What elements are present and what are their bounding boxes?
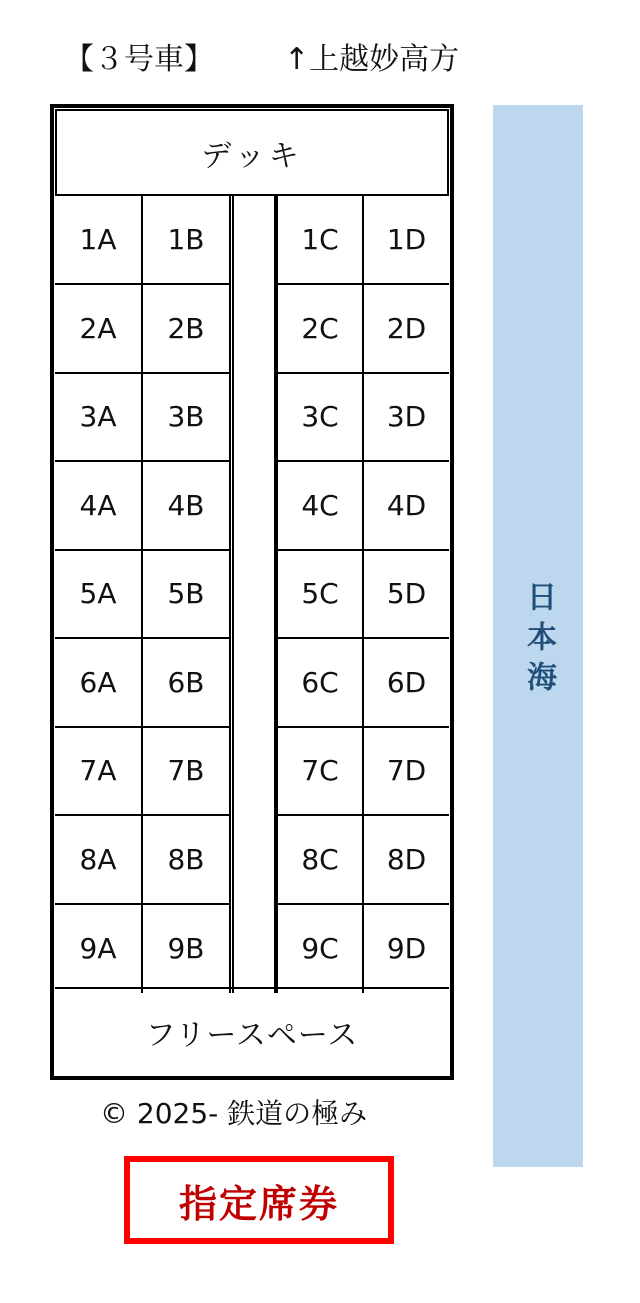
deck-area: デッキ bbox=[55, 109, 449, 196]
seat-2b[interactable]: 2B bbox=[143, 285, 231, 374]
seat-4c[interactable]: 4C bbox=[276, 462, 364, 551]
seat-7a[interactable]: 7A bbox=[55, 727, 143, 816]
seat-3a[interactable]: 3A bbox=[55, 373, 143, 462]
seat-5d[interactable]: 5D bbox=[364, 550, 449, 639]
seat-1d[interactable]: 1D bbox=[364, 196, 449, 285]
free-space-area: フリースペース bbox=[55, 987, 449, 1075]
seat-3c[interactable]: 3C bbox=[276, 373, 364, 462]
seat-9a[interactable]: 9A bbox=[55, 904, 143, 993]
seat-5b[interactable]: 5B bbox=[143, 550, 231, 639]
seat-8d[interactable]: 8D bbox=[364, 816, 449, 905]
seat-4b[interactable]: 4B bbox=[143, 462, 231, 551]
seat-6c[interactable]: 6C bbox=[276, 639, 364, 728]
seat-8a[interactable]: 8A bbox=[55, 816, 143, 905]
seat-7c[interactable]: 7C bbox=[276, 727, 364, 816]
seat-1c[interactable]: 1C bbox=[276, 196, 364, 285]
seat-3d[interactable]: 3D bbox=[364, 373, 449, 462]
reserved-seat-ticket-badge: 指定席券 bbox=[124, 1156, 394, 1244]
seat-7b[interactable]: 7B bbox=[143, 727, 231, 816]
sea-side-indicator bbox=[493, 105, 583, 1167]
seat-7d[interactable]: 7D bbox=[364, 727, 449, 816]
copyright-text: © 2025- 鉄道の極み bbox=[100, 1097, 368, 1130]
seat-6b[interactable]: 6B bbox=[143, 639, 231, 728]
seat-4a[interactable]: 4A bbox=[55, 462, 143, 551]
seat-5a[interactable]: 5A bbox=[55, 550, 143, 639]
sea-label: 日本海 bbox=[521, 581, 556, 701]
seat-6a[interactable]: 6A bbox=[55, 639, 143, 728]
seat-8b[interactable]: 8B bbox=[143, 816, 231, 905]
direction-label: ↑上越妙高方 bbox=[284, 42, 460, 77]
seat-3b[interactable]: 3B bbox=[143, 373, 231, 462]
car-seat-map bbox=[50, 104, 454, 1080]
header bbox=[0, 34, 640, 90]
seat-9d[interactable]: 9D bbox=[386, 932, 427, 965]
seat-9c[interactable]: 9C bbox=[276, 904, 364, 993]
seat-1a[interactable]: 1A bbox=[55, 196, 143, 285]
seat-6d[interactable]: 6D bbox=[364, 639, 449, 728]
seat-2d[interactable]: 2D bbox=[364, 285, 449, 374]
seat-grid bbox=[55, 196, 449, 993]
seat-2a[interactable]: 2A bbox=[55, 285, 143, 374]
seat-2c[interactable]: 2C bbox=[276, 285, 364, 374]
seat-4d[interactable]: 4D bbox=[364, 462, 449, 551]
seat-1b[interactable]: 1B bbox=[143, 196, 231, 285]
seat-9b[interactable]: 9B bbox=[143, 904, 231, 993]
seat-8c[interactable]: 8C bbox=[276, 816, 364, 905]
seat-5c[interactable]: 5C bbox=[276, 550, 364, 639]
car-number-label: 【３号車】 bbox=[64, 42, 214, 77]
